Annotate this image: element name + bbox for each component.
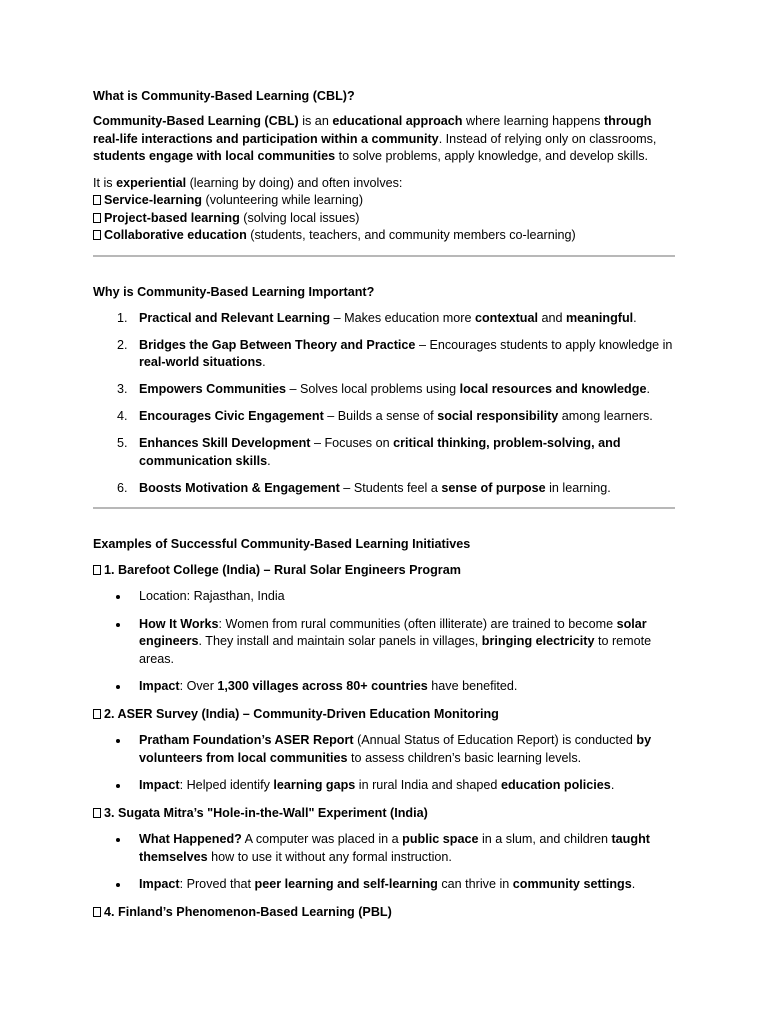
checkbox-icon: [93, 230, 101, 240]
example-bullet: Pratham Foundation’s ASER Report (Annual Status of Education Report) is conducted by volunteers from local communities to assess children’s basic learning levels.: [93, 732, 675, 767]
cbl-definition-paragraph: Community-Based Learning (CBL) is an educational approach where learning happens through real-life interactions and participation within a community. Instead of relying only on classrooms, students engage with local communities to solve problems, apply knowledge, and develop skills.: [93, 114, 657, 163]
section-title-why-important: Why is Community-Based Learning Important?: [93, 284, 375, 299]
example-heading: 2. ASER Survey (India) – Community-Driven Education Monitoring: [93, 706, 675, 724]
example-bullet-list: [93, 732, 675, 795]
horizontal-divider: [93, 507, 675, 509]
involves-item: Service-learning (volunteering while learning): [93, 192, 675, 210]
checkbox-icon: [93, 907, 101, 917]
example-bullet: Impact: Helped identify learning gaps in rural India and shaped education policies.: [93, 777, 675, 795]
section-title-examples: Examples of Successful Community-Based Learning Initiatives: [93, 536, 471, 551]
example-bullet: Location: Rajasthan, India: [93, 588, 675, 606]
example-heading: 3. Sugata Mitra’s "Hole-in-the-Wall" Experiment (India): [93, 805, 675, 823]
example-bullet: What Happened? A computer was placed in a public space in a slum, and children taught themselves how to use it without any formal instruction.: [93, 831, 675, 866]
example-bullet: How It Works: Women from rural communities (often illiterate) are trained to become solar engineers. They install and maintain solar panels in villages, bringing electricity to remote areas.: [93, 616, 675, 669]
importance-item: 3. Empowers Communities – Solves local problems using local resources and knowledge.: [117, 382, 650, 396]
involves-item: Collaborative education (students, teachers, and community members co-learning): [93, 227, 675, 245]
document-body: [93, 87, 675, 921]
example-bullet-list: [93, 588, 675, 696]
example-heading: 4. Finland’s Phenomenon-Based Learning (PBL): [93, 904, 675, 922]
example-bullet: Impact: Over 1,300 villages across 80+ countries have benefited.: [93, 678, 675, 696]
checkbox-icon: [93, 808, 101, 818]
example-bullet-list: [93, 831, 675, 894]
importance-item: 4. Encourages Civic Engagement – Builds a sense of social responsibility among learners.: [117, 409, 653, 423]
involves-list: [93, 192, 675, 245]
checkbox-icon: [93, 565, 101, 575]
importance-item: 6. Boosts Motivation & Engagement – Students feel a sense of purpose in learning.: [117, 480, 611, 495]
experiential-paragraph: It is experiential (learning by doing) and often involves:: [93, 175, 403, 190]
importance-item: 5. Enhances Skill Development – Focuses on critical thinking, problem-solving, and communication skills.: [117, 436, 621, 468]
importance-item: 1. Practical and Relevant Learning – Makes education more contextual and meaningful.: [117, 310, 637, 325]
involves-item: Project-based learning (solving local issues): [93, 210, 675, 228]
checkbox-icon: [93, 195, 101, 205]
importance-list: [93, 310, 675, 498]
horizontal-divider: [93, 255, 675, 257]
importance-item: 2. Bridges the Gap Between Theory and Practice – Encourages students to apply knowledge in real-world situations.: [117, 337, 673, 369]
example-bullet: Impact: Proved that peer learning and self-learning can thrive in community settings.: [93, 876, 675, 894]
section-title-what-is-cbl: What is Community-Based Learning (CBL)?: [93, 89, 355, 103]
checkbox-icon: [93, 709, 101, 719]
example-heading: 1. Barefoot College (India) – Rural Solar Engineers Program: [93, 562, 675, 580]
checkbox-icon: [93, 213, 101, 223]
